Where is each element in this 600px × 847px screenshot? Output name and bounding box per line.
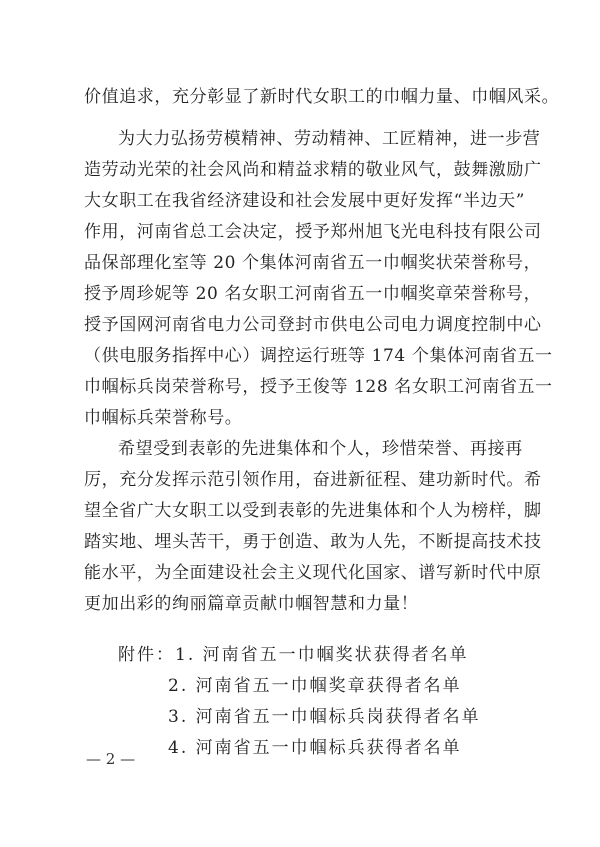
text-line: 巾帼标兵荣誉称号。 [84,408,243,428]
text-line: 为大力弘扬劳模精神、劳动精神、工匠精神，进一步营 [118,129,541,149]
page-number: — 2 — [86,750,136,768]
text-line: 价值追求，充分彰显了新时代女职工的巾帼力量、巾帼风采。 [84,87,560,107]
text-line: 踏实地、埋头苦干，勇于创造、敢为人先，不断提高技术技 [84,532,542,552]
text-line: 厉，充分发挥示范引领作用，奋进新征程、建功新时代。希 [84,470,542,490]
text-line: 造劳动光荣的社会风尚和精益求精的敬业风气，鼓舞激励广 [84,160,542,180]
text-line: 希望受到表彰的先进集体和个人，珍惜荣誉、再接再 [118,439,523,459]
text-line: 授予周珍妮等 20 名女职工河南省五一巾帼奖章荣誉称号， [84,284,542,304]
text-line: 巾帼标兵岗荣誉称号，授予王俊等 128 名女职工河南省五一 [84,377,553,397]
attachment-item: 4. 河南省五一巾帼标兵获得者名单 [168,738,462,758]
text-line: 大女职工在我省经济建设和社会发展中更好发挥“半边天” [84,191,525,211]
text-line: 作用，河南省总工会决定，授予郑州旭飞光电科技有限公司 [84,222,542,242]
text-line: 授予国网河南省电力公司登封市供电公司电力调度控制中心 [84,315,542,335]
text-line: 更加出彩的绚丽篇章贡献巾帼智慧和力量！ [84,594,419,614]
attachment-item: 2. 河南省五一巾帼奖章获得者名单 [168,676,462,696]
attachment-item: 附件：1. 河南省五一巾帼奖状获得者名单 [118,645,469,665]
text-line: 望全省广大女职工以受到表彰的先进集体和个人为榜样，脚 [84,501,542,521]
text-line: 能水平，为全面建设社会主义现代化国家、谱写新时代中原 [84,563,542,583]
text-line: 品保部理化室等 20 个集体河南省五一巾帼奖状荣誉称号， [84,253,542,273]
attachment-item: 3. 河南省五一巾帼标兵岗获得者名单 [168,707,481,727]
text-line: （供电服务指挥中心）调控运行班等 174 个集体河南省五一 [84,346,553,366]
